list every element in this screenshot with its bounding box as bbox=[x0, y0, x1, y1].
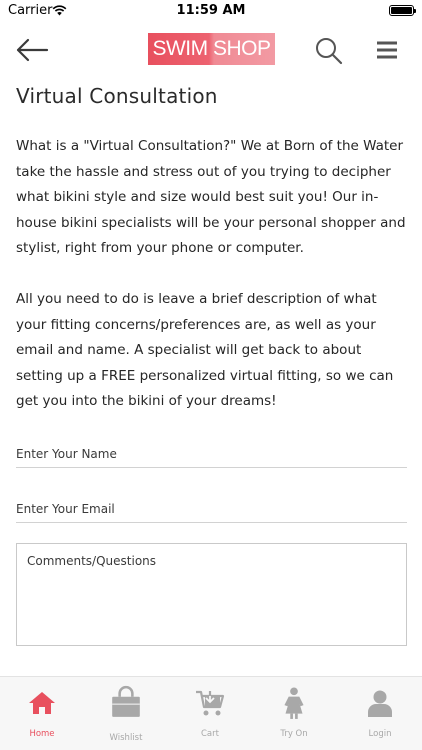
name-field[interactable] bbox=[16, 440, 407, 468]
dress-icon bbox=[277, 685, 311, 721]
tab-wishlist[interactable] bbox=[84, 677, 168, 750]
battery-icon bbox=[389, 5, 414, 16]
swim-shop-logo[interactable]: SWIM SHOP bbox=[148, 33, 275, 65]
home-icon bbox=[26, 687, 58, 719]
comments-field[interactable] bbox=[16, 543, 407, 646]
back-button[interactable] bbox=[14, 36, 50, 64]
search-icon bbox=[314, 36, 344, 66]
bottom-tab-bar bbox=[0, 676, 422, 750]
arrow-left-icon bbox=[14, 36, 50, 64]
menu-button[interactable] bbox=[376, 40, 398, 60]
instructions-paragraph: All you need to do is leave a brief description of what your fitting concerns/preferences are, as well as your email and name. A specialist will get back to about setting up a FREE personalized virtual fitting, so we can get you into the bikini of your dreams! bbox=[16, 291, 394, 410]
intro-paragraph: What is a "Virtual Consultation?" We at Born of the Water take the hassle and stress out of you trying to decipher what bikini style and size would best suit you! Our in-house bikini specialists will be your personal shopper and stylist, right from your phone or computer. bbox=[16, 138, 406, 257]
page-title: Virtual Consultation bbox=[16, 84, 218, 108]
tab-wishlist-label: Wishlist bbox=[109, 733, 143, 743]
cart-icon bbox=[194, 687, 226, 719]
tab-try-on[interactable] bbox=[252, 677, 336, 750]
shopping-bag-icon bbox=[109, 685, 143, 719]
email-field[interactable] bbox=[16, 495, 407, 523]
tab-login[interactable] bbox=[338, 677, 422, 750]
search-button[interactable] bbox=[314, 36, 344, 66]
tab-cart-label: Cart bbox=[201, 729, 219, 739]
tab-home[interactable] bbox=[0, 677, 84, 750]
user-icon bbox=[364, 687, 396, 719]
tab-try-on-label: Try On bbox=[280, 729, 308, 739]
hamburger-icon bbox=[376, 40, 398, 60]
tab-cart[interactable] bbox=[168, 677, 252, 750]
status-bar bbox=[0, 0, 422, 22]
clock: 11:59 AM bbox=[176, 3, 246, 18]
tab-home-label: Home bbox=[29, 729, 55, 739]
tab-login-label: Login bbox=[368, 729, 392, 739]
carrier-label: Carrier bbox=[8, 3, 53, 18]
app-header bbox=[0, 22, 422, 80]
